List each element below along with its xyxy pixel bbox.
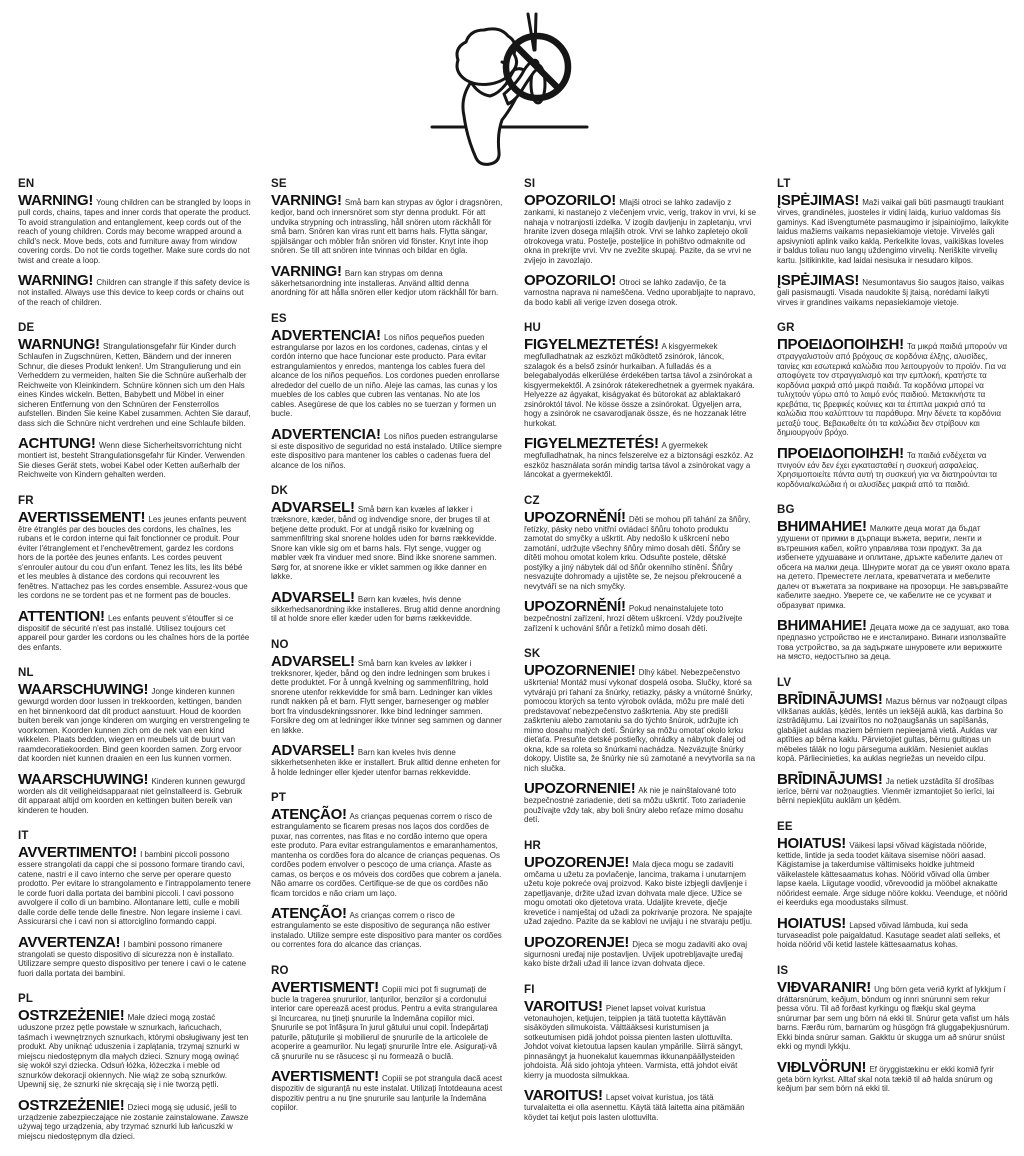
warning-title: ATTENTION! — [18, 607, 105, 625]
language-code: BG — [777, 504, 795, 516]
warning-paragraph — [777, 1060, 1010, 1094]
warning-text: Otroci se lahko zadavijo, če ta varnostna naprava ni nameščena. Vedno uporabljajte to napravo, da bodo kabli ali verige izven dosega otrok. — [524, 278, 756, 307]
warning-title: UPOZORENJE! — [524, 853, 630, 871]
warning-text: Малките деца могат да бъдат удушени от примки в дърпащи въжета, вериги, ленти и вътрешния кабел, който управлява този продукт. За да избегнете удушаване и оплитане, дръжте кабелите далеч от обсега на малки деца. Шнурите могат да се увият около врата на детето. Преместете леглата, креватчетата и мебелите далеч от въжетата за покриване на прозорци. Не завързвайте кабелите заедно. Уверете се, че кабелите не се усукват и образуват примка. — [777, 524, 1010, 610]
warning-text: I bambini piccoli possono essere strangolati da cappi che si possono formare tirando cavi, catene, nastri e il cavo interno che serve per operare questo prodotto. Per evitare lo strangolamento e l'intrappolamento tenere le corde fuori dalla portata dei bambini piccoli. I cavi possono avvolgere il collo di un bambino. Allontanare letti, culle e mobili dalle corde delle tende delle finestre. Non legare insieme i cavi. Assicurarsi che i cavi non si attorciglino formando cappi. — [18, 850, 251, 926]
warning-text: Ung börn geta verið kyrkt af lykkjum í dráttarsnúrum, keðjum, böndum og innri snúrunni sem rekur þessa vöru. Til að forðast kyrkingu og flækju skal geyma snúrurnar þar sem ung börn ná ekki til. Snúrur geta vafist um háls barns. Færðu rúm, barnarúm og húsgögn frá gluggaþekjusnúrum. Ekki binda snúrur saman. Gakktu úr skugga um að snúrur snúist ekki og myndi lykkju. — [777, 984, 1010, 1051]
warning-text: Pokud nenainstalujete toto bezpečnostní zařízení, hrozí dětem uškrcení. Vždy používejte zařízení k uchování šňůr a řetízků mimo dosah dětí. — [524, 604, 743, 633]
language-code: RO — [271, 964, 289, 977]
warning-paragraph — [524, 599, 757, 633]
language-code: CZ — [524, 494, 540, 507]
language-block — [777, 821, 1010, 950]
warning-title: AVVERTIMENTO! — [18, 844, 137, 861]
language-code: DK — [271, 485, 289, 497]
language-block — [524, 840, 757, 969]
warning-title: ADVARSEL! — [271, 742, 355, 759]
warning-paragraph — [18, 682, 251, 764]
language-block — [777, 504, 1010, 662]
language-block — [18, 830, 251, 978]
warning-title: WARNING! — [18, 192, 94, 209]
warning-title: ADVARSEL! — [271, 499, 355, 516]
warning-text: Maži vaikai gali būti pasmaugti traukiant virves, grandinėles, juosteles ir vidinį laidą, kuriuo valdomas šis gaminys. Kad išvengtumėte pasmaugimo ir įsipainiojimo, laikykite laidus mažiems vaikams nepasiekiamoje vietoje. Virvelės gali apsivynioti aplink vaiko kaklą. Perkelkite lovas, vaikiškas loveles ir baldus toliau nuo langų uždengimo virvelių. Neriškite virvelių kartu. Įsitikinkite, kad laidai nesisuka ir nesudaro kilpos. — [777, 198, 1009, 265]
warning-title: VARNING! — [271, 192, 342, 209]
warning-text: Pienet lapset voivat kuristua vetonauhojen, ketjujen, teippien ja tätä tuotetta käyttävän sisäköyden silmukoista. Välttääksesi kuristumisen ja sotkeutumisen pidä johdot poissa pienten lasten ulottuvilta. Johdot voivat kietoutua lapsen kaulan ympärille. Siirrä sängyt, pinnasängyt ja huonekalut kauemmas ikkunanpäällysteiden johdoista. Älä sido johtoja yhteen. Varmista, että johdot eivät kierry ja muodosta silmukkaa. — [524, 1003, 743, 1080]
language-code: FR — [18, 494, 34, 507]
warning-text: Mlajši otroci se lahko zadavijo z zankami, ki nastanejo z vlečenjem vrvic, verig, trakov in vrvi, ki se nahaja v notranjosti izdelka. V izogib davljenju in zapletanju, vrvi hranite izven dosega mlajših otrok. Vrvi se lahko zapletejo okoli otrokovega vratu. Postelje, posteljice in pohištvo odmaknite od okna in prekrijte vrvi. Vrv ne zvežite skupaj. Pazite, da se vrvi ne zvijejo in zavozlajo. — [524, 198, 757, 265]
warning-title: VAROITUS! — [524, 997, 603, 1015]
warning-title: UPOZORENJE! — [524, 933, 630, 951]
language-block — [18, 178, 251, 307]
warning-title: VIÐLVÖRUN! — [777, 1058, 867, 1076]
warning-title: OPOZORILO! — [524, 272, 616, 289]
warning-title: UPOZORNĚNÍ! — [524, 598, 626, 615]
warning-title: WAARSCHUWING! — [18, 770, 149, 788]
warning-paragraph — [777, 193, 1010, 265]
language-block — [524, 984, 757, 1123]
warning-text: As crianças pequenas correm o risco de estrangulamento se ficarem presas nos laços dos cordões de puxar, nas correntes, nas fitas e no cordão interno que opera este produto. Para evitar estrangulamentos e emaranhamentos, mantenha os cordões fora do alcance de crianças pequenas. Os cordões podem envolver o pescoço de uma criança. Afaste as camas, os berços e os móveis dos cordões que cobrem a janela. Não amarre os cordões. Certifique-se de que os cordões não ficam torcidos e não criam um laço. — [271, 812, 502, 898]
warning-title: ATENÇÃO! — [271, 806, 347, 823]
warning-paragraph — [777, 836, 1010, 908]
warning-paragraph — [271, 500, 504, 582]
warning-title: BRĪDINĀJUMS! — [777, 770, 883, 788]
warning-paragraph — [271, 807, 504, 898]
warning-paragraph — [777, 772, 1010, 806]
warning-paragraph — [777, 692, 1010, 764]
warning-paragraph — [271, 427, 504, 471]
warning-paragraph — [524, 663, 757, 773]
warning-text: Små barn kan strypas av öglor i dragsnören, kedjor, band och innersnöret som styr denna produkt. För att undvika strypning och intrassling, håll snören utom räckhåll för små barn. Snören kan viras runt ett barns hals. Flytta sängar, spjälsängar och möbler från snören vid fönster. Knyt inte ihop snören. Se till att snören inte tvinnas och bildar en ögla. — [271, 198, 503, 255]
warning-paragraph — [271, 980, 504, 1062]
warning-title: ΠΡΟΕΙΔΟΠΟΙΗΣΗ! — [777, 444, 904, 462]
warning-text: I bambini possono rimanere strangolati se questo dispositivo di sicurezza non è installato. Utilizzare sempre questo dispositivo per tenere i cavi o le catene fuori dalla portata dei bambini. — [18, 939, 247, 978]
warning-text: Lapset voivat kuristua, jos tätä turvalaitetta ei olla asennettu. Käytä tätä laitetta aina pitämään köydet tai ketjut pois lasten ulottuvilta. — [524, 1093, 745, 1122]
language-code: LV — [777, 676, 792, 689]
warning-paragraph — [271, 328, 504, 419]
warning-title: UPOZORNĚNÍ! — [524, 508, 626, 526]
warning-title: WARNUNG! — [18, 336, 100, 353]
warning-title: VIÐVARANIR! — [777, 978, 871, 996]
warning-paragraph — [18, 193, 251, 265]
warning-paragraph — [271, 906, 504, 950]
language-block — [18, 993, 251, 1141]
warning-text: Τα μικρά παιδιά μπορούν να στραγγαλιστούν από βρόχους σε κορδόνια έλξης, αλυσίδες, ταινίες και εσωτερικά καλώδια που λειτουργούν το προϊόν. Για να αποφύγετε τον στραγγαλισμό και την εμπλοκή, κρατήστε τα κορδόνια μακριά από μικρά παιδιά. Τα κορδόνια μπορεί να τυλιχτούν γύρω από το λαιμό ενός παιδιού. Μετακινήστε τα κρεβάτια, τις βρεφικές κούνιες και τα έπιπλα μακριά από τα καλώδια που καλύπτουν τα παράθυρα. Μην δένετε τα κορδόνια μεταξύ τους. Βεβαιωθείτε ότι τα καλώδια δεν στρίβουν και δημιουργούν βρόχο. — [777, 342, 1008, 437]
language-code: FI — [524, 983, 535, 996]
warning-title: WARNING! — [18, 272, 94, 289]
warning-text: Små barn kan kveles av løkker i trekksnorer, kjeder, bånd og den indre ledningen som brukes i dette produktet. For å unngå kvelning og sammenfiltring, hold snorene utenfor rekkevidde for små barn. Ledninger kan vikles rundt nakken på et barn. Flytt senger, barnesenger og møbler bort fra vindusdekningssnorer. Ikke bind ledninger sammen. Forsikre deg om at ledninger ikke tvinner seg sammen og danner en løkke. — [271, 658, 502, 735]
warning-title: OPOZORILO! — [524, 192, 616, 209]
warning-title: ATENÇÃO! — [271, 905, 347, 922]
warning-title: AVERTISMENT! — [271, 978, 379, 996]
language-block — [271, 792, 504, 950]
warning-text: Barn kan kveles hvis denne sikkerhetsenheten ikke er installert. Bruk alltid denne enheten for å holde ledninger eller kjeder utenfor barnas rekkevidde. — [271, 748, 501, 777]
warning-paragraph — [271, 590, 504, 624]
warning-paragraph — [524, 436, 757, 480]
warning-text: Ef öryggistækinu er ekki komið fyrir geta börn kyrkst. Alltaf skal nota tækið til að halda snúrum og keðjum þar sem börn ná ekki til. — [777, 1064, 994, 1093]
language-block — [271, 485, 504, 624]
warning-title: ADVERTENCIA! — [271, 326, 381, 344]
warning-paragraph — [777, 273, 1010, 307]
warning-text: Mala djeca mogu se zadaviti omčama u užetu za povlačenje, lancima, trakama i unutarnjem užetu koje pokreće ovaj proizvod. Kako biste izbjegli davljenje i zapetljavanje, držite užad izvan dohvata male djece. Užice se mogu omotati oko djetetova vrata. Udaljite krevete, dječje krevetiće i namještaj od užadi za pokrivanje prozora. Ne spajajte užad zajedno. Pazite da se kablovi ne uvijaju i ne stvaraju petlju. — [524, 859, 753, 926]
warning-title: UPOZORNENIE! — [524, 780, 636, 797]
language-block — [524, 322, 757, 480]
warning-title: ĮSPĖJIMAS! — [777, 192, 860, 209]
warning-text: A gyermekek megfulladhatnak, ha nincs felszerelve ez a biztonsági eszköz. Az eszköz használata során mindig tartsa távol a zsinórokat vagy a láncokat a gyermekektől. — [524, 441, 754, 479]
warning-paragraph — [271, 193, 504, 256]
warning-title: VARNING! — [271, 262, 342, 280]
language-block — [524, 495, 757, 634]
warning-title: VAROITUS! — [524, 1087, 603, 1104]
language-block — [271, 639, 504, 778]
warning-text: A kisgyermekek megfulladhatnak az eszközt működtető zsinórok, láncok, szalagok és a belső zsinór hurkaiban. A fulladás és a belegabalyodás elkerülése érdekében tartsa távol a zsinórokat a kisgyermekektől. A zsinórok rátekeredhetnek a gyermek nyakára. Helyezze az ágyakat, kiságyakat és bútorokat az ablaktakaró zsinóroktól távol. Ne kösse össze a zsinórokat. Ügyeljen arra, hogy a zsinórok ne csavarodjanak össze, és ne hozzanak létre hurkokat. — [524, 342, 755, 428]
language-code: SI — [524, 178, 536, 190]
language-block — [777, 965, 1010, 1094]
language-code: NO — [271, 638, 289, 651]
language-code: EN — [18, 178, 35, 190]
language-code: EE — [777, 820, 793, 833]
warning-text: Barn kan strypas om denna säkerhetsanordning inte installeras. Använd alltid denna anordning för att hålla snören eller kedjor utom räckhåll för barn. — [271, 268, 499, 297]
warning-title: ВНИМАНИЕ! — [777, 518, 867, 535]
language-column — [18, 174, 251, 1156]
warning-text: Les enfants peuvent s'étouffer si ce dispositif de sécurité n'est pas installé. Utilisez toujours cet appareil pour garder les cordons ou les chaînes hors de la portée des enfants. — [18, 613, 250, 652]
language-block — [271, 965, 504, 1113]
warning-text: Małe dzieci mogą zostać uduszone przez pętle powstałe w sznurkach, łańcuchach, taśmach i wewnętrznych sznurkach, którymi obsługiwany jest ten produkt. Aby uniknąć uduszenia i zaplątania, trzymaj sznurki w miejscu niedostępnym dla małych dzieci. Sznury mogą owinąć się wokół szyi dziecka. Odsuń łóżka, łóżeczka i meble od sznurków dekoracji okiennych. Nie wiąż ze sobą sznurków. Upewnij się, że sznurki nie skręcają się i nie tworzą pętli. — [18, 1013, 249, 1089]
warning-paragraph — [271, 743, 504, 777]
language-code: ES — [271, 312, 287, 325]
warning-paragraph — [524, 273, 757, 307]
warning-text: Copiii mici pot fi sugrumați de bucle la tragerea șnururilor, lanțurilor, benzilor și a cordonului interior care operează acest produs. Pentru a evita strangularea și încurcarea, nu țineți șnururile la îndemâna copiilor mici. Șnururile se pot înfășura în jurul gâtului unui copil. Îndepărtați paturile, pătuțurile și mobilierul de șnururile de la articolele de acoperire a geamurilor. Nu legați șnururile între ele. Asigurați-vă că șnururile nu se răsucesc și nu formează o buclă. — [271, 984, 498, 1061]
warning-paragraph — [524, 193, 757, 265]
language-column — [777, 174, 1010, 1156]
language-column — [271, 174, 504, 1156]
warning-paragraph — [18, 337, 251, 428]
warning-title: OSTRZEŻENIE! — [18, 1096, 125, 1114]
warning-title: HOIATUS! — [777, 914, 846, 932]
language-code: SK — [524, 648, 541, 660]
warning-paragraph — [18, 510, 251, 601]
warning-paragraph — [18, 1008, 251, 1090]
warning-paragraph — [777, 446, 1010, 490]
warning-paragraph — [777, 980, 1010, 1052]
warning-title: ВНИМАНИЕ! — [777, 617, 867, 634]
language-code: LT — [777, 178, 791, 190]
warning-text: Copiii se pot strangula dacă acest dispozitiv de siguranță nu este instalat. Utilizați întotdeauna acest dispozitiv pentru a nu ține șnururile sau lanțurile la îndemâna copiilor. — [271, 1074, 503, 1112]
warning-paragraph — [18, 935, 251, 979]
warning-paragraph — [524, 935, 757, 969]
warning-paragraph — [524, 781, 757, 825]
warning-title: AVERTISMENT! — [271, 1068, 379, 1085]
warning-title: ADVARSEL! — [271, 588, 355, 606]
warning-text: Små børn kan kvæles af løkker i træksnore, kæder, bånd og indvendige snore, der bruges til at betjene dette produkt. For at undgå risiko for kvælning og sammenfiltring skal snorene holdes uden for børns rækkevidde. Snore kan vikle sig om et barns hals. Flyt senge, vugger og møbler væk fra vinduer med snore. Bind ikke snorene sammen. Sørg for, at snorene ikke er viklet sammen og ikke danner en løkke. — [271, 505, 497, 581]
warning-paragraph — [777, 618, 1010, 662]
language-code: PT — [271, 792, 287, 804]
language-block — [777, 677, 1010, 806]
warning-paragraph — [524, 510, 757, 592]
language-column — [524, 174, 757, 1156]
warning-text: Děti se mohou při tahání za šňůry, řetízky, pásky nebo vnitřní ovládací šňůru tohoto produktu zamotat do smyčky a uškrtit. Aby nedošlo k uškrcení nebo zamotání, udržujte všechny šňůry mimo dosah dětí. Šňůry se dítěti mohou omotat kolem krku. Odsuňte postele, dětské postýlky a jiný nábytek dál od šňůr okenního stínění. Šňůry nesvazujte dohromady a ujistěte se, že nejsou překroucené a nevytváří se na nich smyčky. — [524, 514, 751, 591]
warning-paragraph — [18, 436, 251, 480]
warning-text: Young children can be strangled by loops in pull cords, chains, tapes and inner cords that operate the product. To avoid strangulation and entanglement, keep cords out of the reach of young children. Cords may become wrapped around a child's neck. Move beds, cots and furniture away from window covering cords. Do not tie cords together. Make sure cords do not twist and create a loop. — [18, 198, 251, 265]
warning-text: Kinderen kunnen gewurgd worden als dit veiligheidsapparaat niet geïnstalleerd is. Gebruik dit apparaat altijd om koorden en kettingen buiten bereik van kinderen te houden. — [18, 776, 245, 815]
language-code: PL — [18, 993, 34, 1005]
warning-title: AVVERTENZA! — [18, 933, 121, 951]
warning-title: ΠΡΟΕΙΔΟΠΟΙΗΣΗ! — [777, 336, 904, 353]
warning-title: OSTRZEŻENIE! — [18, 1007, 125, 1024]
language-code: NL — [18, 667, 34, 679]
warning-title: HOIATUS! — [777, 834, 846, 852]
warning-paragraph — [777, 337, 1010, 438]
warning-text: Väikesi lapsi võivad kägistada nööride, kettide, lintide ja seda toodet käitava sisemise nööri aasad. Kägistamise ja takerdumise vältimiseks hoidke juhtmeid väikelastele kättesaamatus kohas. Nöörid võivad olla ümber lapse kaela. Liigutage voodid, võrevoodid ja mööbel aknakatte nööridest eemale. Ärge siduge nööre kokku. Veenduge, et nöörid ei keerduks ega moodustaks silmust. — [777, 840, 1008, 907]
child-reaching-cord-prohibition-illustration — [424, 10, 596, 174]
language-code: IS — [777, 964, 789, 977]
warning-text: Nesumontavus šio saugos įtaiso, vaikas gali pasismaugti. Visada naudokite šį įtaisą, norėdami laikyti virves ir grandines vaikams nepasiekiamoje vietoje. — [777, 278, 1005, 307]
warning-paragraph — [271, 654, 504, 736]
warning-title: AVERTISSEMENT! — [18, 508, 146, 526]
language-code: DE — [18, 322, 35, 334]
warning-paragraph — [18, 273, 251, 307]
warning-text: Децата може да се задушат, ако това предпазно устройство не е инсталирано. Винаги използвайте това устройство, за да задържате шнуровете или верижките на място, недостъпно за деца. — [777, 623, 1009, 661]
language-block — [271, 313, 504, 471]
warning-text: Mazus bērnus var nožņaugt cilpas vilkšanas auklās, ķēdēs, lentēs un iekšējā auklā, kas darbina šo izstrādājumu. Lai izvairītos no nožņaugšanās un sapīšanās, glabājiet auklas maziem bērniem nepieejamā vietā. Auklas var aptīties ap bērna kaklu. Pārvietojiet gultas, bērnu gultiņas un mēbeles tālāk no logu pārseguma auklām. Nesieniet auklas kopā. Pārliecinieties, ka auklas negriežas un neveido cilpu. — [777, 696, 1008, 763]
warning-text: Dlhý kábel. Nebezpečenstvo uškrtenia! Montáž musí vykonať dospelá osoba. Slučky, ktoré sa vytvárajú pri ťahaní za šnúrky, retiazky, pásky a vnútorné šnúrky, pomocou ktorých sa tento výrobok ovláda, môžu pre malé deti predstavovať nebezpečenstvo zaškrtenia. Aby ste predišli zaškrteniu alebo zamotaniu sa do týchto šnúrok, udržujte ich mimo dosahu malých detí. Šnúrky sa môžu omotať okolo krku dieťaťa. Presuňte detské postieľky, ohrádky a nábytok ďalej od okna, kde sa roleta so šnúrkami nachádza. Nezväzujte šnúrky dokopy. Uistite sa, že šnúrky nie sú zamotané a nevytvorila sa na nich slučka. — [524, 668, 756, 773]
language-block — [524, 648, 757, 825]
warning-text: Ak nie je nainštalované toto bezpečnostné zariadenie, deti sa môžu uškrtiť. Toto zariadenie používajte vždy tak, aby boli šnúry alebo reťaze mimo dosahu detí. — [524, 786, 746, 824]
warning-text: Wenn diese Sicherheitsvorrichtung nicht montiert ist, besteht Strangulationsgefahr für Kinder. Verwenden Sie dieses Gerät stets, wobei Kabel oder Ketten außerhalb der Reichweite von Kindern gehalten werden. — [18, 441, 245, 479]
language-code: SE — [271, 178, 287, 190]
warning-text: Ja netiek uzstādīta šī drošības ierīce, bērni var nožņaugties. Vienmēr izmantojiet šo ierīci, lai bērni nepiekļūtu auklām un ķēdēm. — [777, 776, 995, 805]
warning-title: ADVARSEL! — [271, 652, 355, 670]
warning-paragraph — [18, 609, 251, 653]
language-block — [18, 322, 251, 480]
language-code: HU — [524, 322, 542, 334]
warning-paragraph — [524, 999, 757, 1081]
language-block — [777, 322, 1010, 489]
warning-text: Djeca se mogu zadaviti ako ovaj sigurnosni uređaj nije postavljen. Uvijek upotrebljavajte uređaj kako biste držali užad ili lance izvan dohvata djece. — [524, 939, 748, 968]
language-block — [524, 178, 757, 307]
warning-text: Børn kan kvæles, hvis denne sikkerhedsanordning ikke installeres. Brug altid denne anordning til at holde snore eller kæder uden for børns rækkevidde. — [271, 594, 501, 623]
warning-text: As crianças correm o risco de estrangulamento se este dispositivo de segurança não estiver instalado. Utilize sempre este dispositivo para manter os cordões ou correntes fora do alcance das crianças. — [271, 911, 502, 949]
warning-text: Children can strangle if this safety device is not installed. Always use this device to keep cords or chains out of the reach of children. — [18, 278, 250, 307]
warning-paragraph — [524, 337, 757, 428]
warning-paragraph — [524, 1088, 757, 1122]
warning-text: Jonge kinderen kunnen gewurgd worden door lussen in trekkoorden, kettingen, banden en het binnenkoord dat dit product aanstuurt. Houd de koorden buiten bereik van jonge kinderen om wurging en verstrengeling te voorkomen. Koorden kunnen zich om de nek van een kind wikkelen. Plaats bedden, wiegen en meubels uit de buurt van raamdecoratiekoorden. Bind geen koorden samen. Zorg ervoor dat koorden niet kunnen draaien en een lus kunnen vormen. — [18, 687, 250, 763]
warning-paragraph — [18, 1098, 251, 1142]
warning-title: WAARSCHUWING! — [18, 681, 149, 698]
warning-text: Dzieci mogą się udusić, jeśli to urządzenie zabezpieczające nie zostanie zainstalowane. Zawsze używaj tego urządzenia, aby trzymać sznurki lub łańcuszki w miejscu niedostępnym dla dzieci. — [18, 1102, 249, 1141]
warning-title: FIGYELMEZTETÉS! — [524, 435, 659, 452]
warning-text: Los niños pequeños pueden estrangularse por lazos en los cordones, cadenas, cintas y el cordón interno que hace funcionar este producto. Para evitar estrangulamientos y enredos, mantenga los cables fuera del alcance de los niños pequeños. Los cordones pueden enrollarse alrededor del cuello de un niño. Aleje las camas, las cunas y los muebles de los cables que cubren las ventanas. No ate los cables. Asegúrese de que los cables no se tuerzan y formen un bucle. — [271, 332, 500, 418]
warning-paragraph — [18, 845, 251, 927]
warning-title: FIGYELMEZTETÉS! — [524, 336, 659, 353]
warning-paragraph — [777, 916, 1010, 950]
language-code: GR — [777, 322, 795, 334]
warning-paragraph — [524, 855, 757, 927]
warning-paragraph — [18, 772, 251, 816]
warning-title: BRĪDINĀJUMS! — [777, 690, 883, 708]
warning-text: Τα παιδιά ενδέχεται να πνιγούν εάν δεν έχει εγκατασταθεί η συσκευή ασφαλείας. Χρησιμοποιείτε πάντα αυτή τη συσκευή για να διατηρούνται τα κορδόνια/καλώδια ή οι αλυσίδες μακριά από τα παιδιά. — [777, 450, 998, 489]
warning-paragraph — [271, 264, 504, 298]
language-block — [271, 178, 504, 298]
language-block — [18, 667, 251, 815]
warning-columns — [18, 174, 1010, 1156]
language-code: IT — [18, 830, 29, 842]
warning-title: UPOZORNENIE! — [524, 662, 636, 679]
warning-title: ADVERTENCIA! — [271, 425, 381, 443]
language-block — [18, 495, 251, 653]
warning-paragraph — [271, 1069, 504, 1113]
warning-text: Strangulationsgefahr für Kinder durch Schlaufen in Zugschnüren, Ketten, Bändern und der inneren Schnur, die dieses Produkt lenken!. Um Strangulierung und ein Verheddern zu vermeiden, halten Sie die Schnüre außerhalb der Reichweite von Kleinkindern. Schnüre können sich um den Hals eines Kindes wickeln. Betten, Babybett und Möbel in einer sicheren Entfernung von den Schnüren der Fensterrollos aufstellen. Binden Sie keine Kabel zusammen. Achten Sie darauf, dass sich die Schnüre nicht verdrehen und eine Schlaufe bilden. — [18, 342, 251, 428]
language-code: HR — [524, 839, 542, 852]
warning-text: Los niños pueden estrangularse si este dispositivo de seguridad no está instalado. Utilice siempre este dispositivo para mantener los cables o cadenas fuera del alcance de los niños. — [271, 431, 502, 470]
warning-text: Lapsed võivad lämbuda, kui seda turvaseadist pole paigaldatud. Kasutage seadet alati selleks, et hoida nöörid või ketid lastele kättesaamatus kohas. — [777, 920, 1001, 949]
warning-text: Les jeunes enfants peuvent être étranglés par des boucles des cordons, les chaînes, les rubans et le cordon interne qui fait fonctionner ce produit. Pour éviter l'étranglement et l'enchevêtrement, gardez les cordons hors de la portée des jeunes enfants. Les cordes peuvent s'enrouler autour du cou d'un enfant. Tenez les lits, les lits bébé et les meubles à distance des cordons qui recouvrent les fenêtres. N'attachez pas les cordes ensemble. Assurez-vous que les cordons ne se tordent pas et ne forment pas de boucles. — [18, 514, 248, 600]
warning-title: ACHTUNG! — [18, 435, 96, 452]
warning-title: ĮSPĖJIMAS! — [777, 272, 860, 289]
cord-icon — [528, 14, 536, 50]
warning-paragraph — [777, 519, 1010, 610]
language-block — [777, 178, 1010, 307]
